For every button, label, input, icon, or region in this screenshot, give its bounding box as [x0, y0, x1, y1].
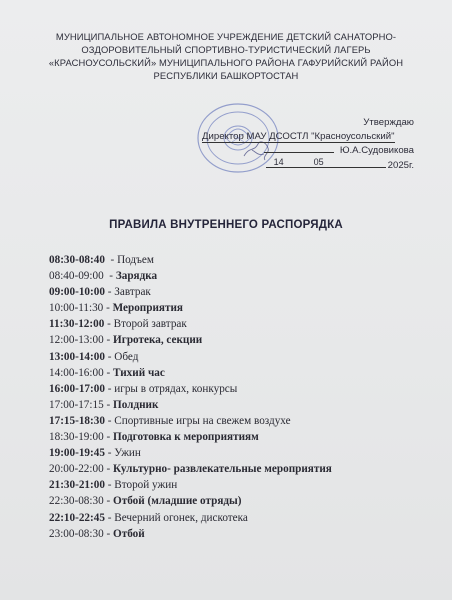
- schedule-row: [49, 349, 332, 365]
- schedule-separator: -: [104, 479, 115, 492]
- schedule-row: [49, 477, 332, 493]
- schedule-separator: -: [104, 511, 115, 524]
- schedule-separator: -: [103, 431, 114, 444]
- schedule-separator: -: [103, 334, 114, 347]
- schedule-activity: Тихий час: [113, 366, 165, 379]
- schedule-activity: игры в отрядах, конкурсы: [114, 382, 238, 395]
- schedule-activity: Игротека, секции: [113, 334, 203, 347]
- schedule-row: [49, 365, 332, 381]
- schedule-time: 12:00-13:00: [49, 334, 104, 347]
- schedule-activity: Культурно- развлекательные мероприятия: [113, 463, 332, 476]
- schedule-time: 23:00-08:30: [49, 527, 104, 540]
- schedule-time: 09:00-10:00: [49, 286, 105, 299]
- date-day: 14: [273, 157, 284, 167]
- schedule-time: 21:30-21:00: [49, 479, 105, 492]
- schedule-list: [49, 252, 332, 542]
- schedule-row: [49, 461, 332, 477]
- schedule-row: [49, 445, 332, 461]
- schedule-time: 08:30-08:40: [49, 254, 105, 266]
- schedule-separator: -: [103, 495, 114, 508]
- schedule-row: [49, 268, 332, 284]
- schedule-row: [49, 316, 332, 332]
- schedule-time: 16:00-17:00: [49, 382, 105, 395]
- schedule-row: [49, 493, 332, 509]
- signature-line: [264, 152, 334, 153]
- schedule-separator: -: [104, 382, 115, 395]
- org-line-3: «КРАСНОУСОЛЬСКИЙ» МУНИЦИПАЛЬНОГО РАЙОНА ГАФУРИЙСКИЙ РАЙОН: [48, 57, 404, 68]
- schedule-time: 17:00-17:15: [49, 398, 104, 411]
- schedule-activity: Завтрак: [114, 286, 151, 299]
- schedule-row: [49, 510, 332, 526]
- schedule-activity: Второй завтрак: [113, 318, 187, 331]
- schedule-separator: -: [103, 463, 114, 476]
- schedule-separator: -: [104, 318, 114, 331]
- schedule-activity: Отбой: [113, 527, 145, 540]
- schedule-separator: -: [103, 270, 116, 283]
- schedule-time: 10:00-11:30: [49, 302, 104, 315]
- schedule-activity: Второй ужин: [114, 479, 178, 492]
- schedule-separator: -: [103, 366, 114, 379]
- schedule-separator: -: [104, 350, 115, 363]
- date-month: 05: [313, 157, 324, 167]
- schedule-time: 11:30-12:00: [49, 318, 105, 331]
- schedule-time: 14:00-16:00: [49, 366, 104, 379]
- schedule-activity: Отбой (младшие отряды): [113, 495, 242, 508]
- schedule-row: [49, 381, 332, 397]
- organization-header: [0, 30, 452, 82]
- schedule-row: [49, 332, 332, 348]
- schedule-activity: Ужин: [114, 447, 141, 460]
- org-line-2: ОЗДОРОВИТЕЛЬНЫЙ СПОРТИВНО-ТУРИСТИЧЕСКИЙ ЛАГЕРЬ: [81, 44, 371, 55]
- schedule-separator: -: [103, 302, 113, 315]
- schedule-row: [49, 413, 332, 429]
- date-year: 2025г.: [387, 160, 414, 171]
- schedule-separator: -: [104, 447, 115, 460]
- schedule-activity: Спортивные игры на свежем воздухе: [114, 414, 291, 427]
- schedule-activity: Вечерний огонек, дискотека: [114, 511, 248, 524]
- document-title: ПРАВИЛА ВНУТРЕННЕГО РАСПОРЯДКА: [109, 219, 343, 231]
- schedule-activity: Мероприятия: [112, 302, 183, 315]
- schedule-activity: Подготовка к мероприятиям: [113, 431, 259, 444]
- schedule-time: 08:40-09:00: [49, 270, 104, 283]
- schedule-time: 20:00-22:00: [49, 463, 104, 476]
- schedule-row: [49, 300, 332, 316]
- signatory-name: Ю.А.Судовикова: [339, 145, 414, 156]
- org-line-1: МУНИЦИПАЛЬНОЕ АВТОНОМНОЕ УЧРЕЖДЕНИЕ ДЕТСКИЙ САНАТОРНО-: [55, 31, 397, 42]
- schedule-activity: Зарядка: [115, 270, 158, 283]
- approve-word: Утверждаю: [363, 117, 414, 128]
- schedule-separator: -: [103, 398, 114, 411]
- schedule-row: [49, 252, 332, 268]
- schedule-row: [49, 429, 332, 445]
- schedule-activity: Подъем: [117, 254, 154, 266]
- schedule-activity: Полдник: [113, 398, 159, 411]
- schedule-row: [49, 284, 332, 300]
- schedule-time: 13:00-14:00: [49, 350, 105, 363]
- schedule-separator: -: [104, 254, 118, 266]
- schedule-row: [49, 526, 332, 542]
- schedule-row: [49, 397, 332, 413]
- schedule-time: 22:30-08:30: [49, 495, 104, 508]
- schedule-time: 17:15-18:30: [49, 414, 105, 427]
- schedule-separator: -: [103, 527, 114, 540]
- schedule-separator: -: [104, 414, 115, 427]
- date-line: [266, 157, 386, 168]
- org-line-4: РЕСПУБЛИКИ БАШКОРТОСТАН: [153, 70, 299, 81]
- schedule-time: 22:10-22:45: [49, 511, 105, 524]
- director-line: Директор МАУ ДСОСТЛ "Красноусольский": [202, 131, 395, 142]
- schedule-separator: -: [104, 286, 115, 299]
- schedule-activity: Обед: [114, 350, 139, 363]
- schedule-time: 19:00-19:45: [49, 447, 105, 460]
- schedule-time: 18:30-19:00: [49, 431, 104, 444]
